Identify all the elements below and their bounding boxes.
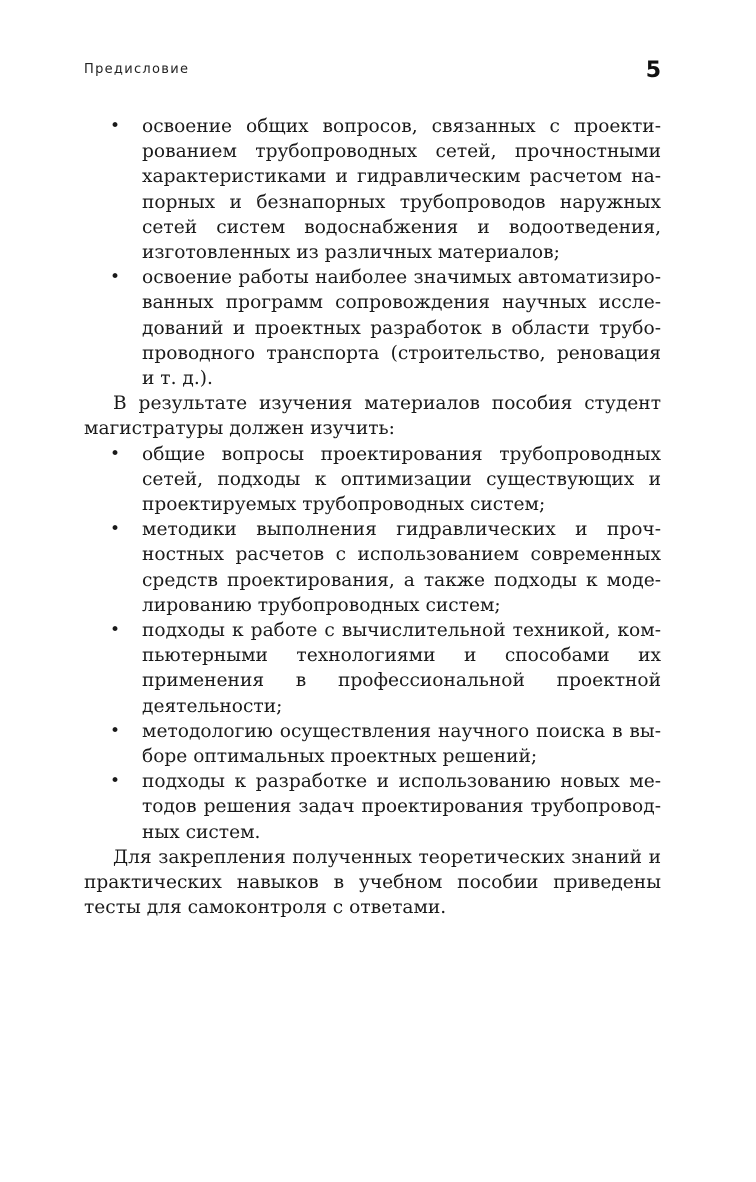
running-head: Предисловие <box>84 62 190 77</box>
list-item-text: подходы к работе с вычислительной техникой, компьютерными технологиями и способами их применения в профессиональной проектной деятельности; <box>142 620 661 717</box>
list-item <box>84 769 661 845</box>
list-item <box>84 114 661 265</box>
list-item <box>84 265 661 391</box>
bullet-list-objectives <box>84 114 661 391</box>
list-item-text: освоение работы наиболее значимых автоматизированных программ сопровождения научных исследований и проектных разработок в области трубопроводного транспорта (строительство, реновация и т. д.). <box>142 267 661 390</box>
list-item-text: общие вопросы проектирования трубопроводных сетей, подходы к оптимизации существующих и проектируемых трубопроводных систем; <box>142 443 661 516</box>
list-item <box>84 517 661 618</box>
page-number: 5 <box>645 58 661 83</box>
list-item-text: подходы к разработке и использованию новых методов решения задач проектирования трубопроводных систем. <box>142 771 661 843</box>
body-text <box>84 114 661 921</box>
bullet-icon: • <box>110 771 121 792</box>
bullet-icon: • <box>110 443 121 464</box>
bullet-list-learn <box>84 442 661 845</box>
list-item-text: освоение общих вопросов, связанных с проектированием трубопроводных сетей, прочностными характеристиками и гидравлическим расчетом напорных и безнапорных трубопроводов наружных сетей систем водоснабжения и водоотведения, изготовленных из различных материалов; <box>142 116 661 264</box>
list-item-text: методики выполнения гидравлических и прочностных расчетов с использованием современных средств проектирования, а также подходы к моделированию трубопроводных систем; <box>142 519 661 616</box>
paragraph-conclusion: Для закрепления полученных теоретических знаний и практических навыков в учебном пособии приведены тесты для самоконтроля с ответами. <box>84 846 661 919</box>
bullet-icon: • <box>110 267 121 288</box>
bullet-icon: • <box>110 116 121 136</box>
list-item <box>84 618 661 719</box>
bullet-icon: • <box>110 720 121 741</box>
list-item <box>84 442 661 518</box>
list-item-text: методологию осуществления научного поиска в выборе оптимальных проектных решений; <box>142 720 661 768</box>
paragraph-intro: В результате изучения материалов пособия студент магистратуры должен изучить: <box>84 393 661 440</box>
bullet-icon: • <box>110 519 121 540</box>
bullet-icon: • <box>110 620 121 641</box>
list-item <box>84 719 661 769</box>
